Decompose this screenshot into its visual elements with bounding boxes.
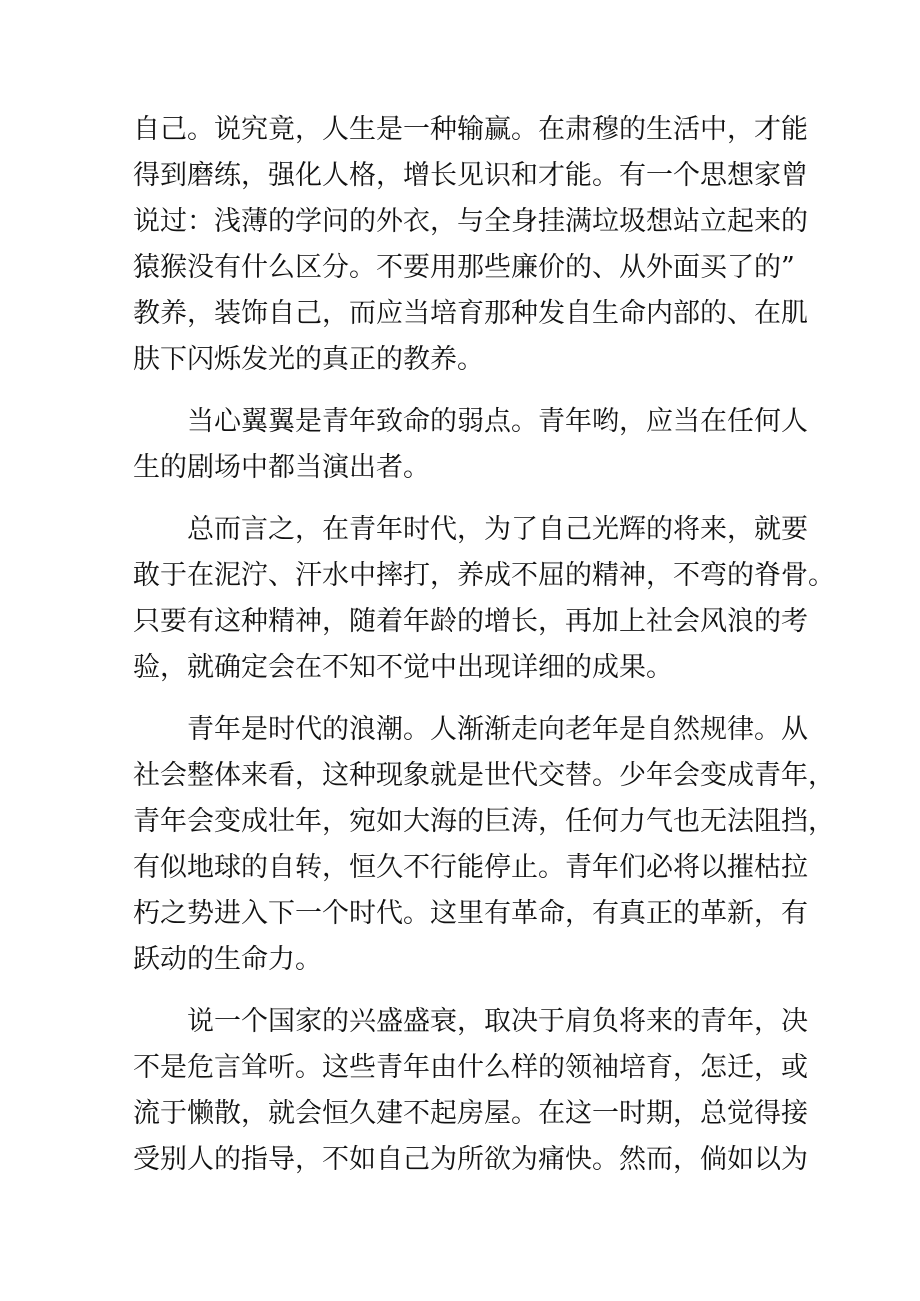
- text-line: 总而言之，在青年时代，为了自己光辉的将来，就要: [187, 514, 808, 545]
- text-line: 青年会变成壮年，宛如大海的巨涛，任何力气也无法阻挡，: [133, 806, 835, 837]
- text-line: 验，就确定会在不知不觉中出现详细的成果。: [133, 652, 673, 683]
- text-line: 教养，装饰自己，而应当培育那种发自生命内部的、在肌: [133, 298, 808, 329]
- text-line: 只要有这种精神，随着年龄的增长，再加上社会风浪的考: [133, 606, 808, 637]
- text-line: 当心翼翼是青年致命的弱点。青年哟，应当在任何人: [187, 406, 808, 437]
- text-line: 说一个国家的兴盛盛衰，取决于肩负将来的青年，决: [187, 1006, 808, 1037]
- text-line: 受别人的指导，不如自己为所欲为痛快。然而，倘如以为: [133, 1144, 808, 1175]
- text-line: 说过：浅薄的学问的外衣，与全身挂满垃圾想站立起来的: [133, 206, 808, 237]
- text-line: 社会整体来看，这种现象就是世代交替。少年会变成青年，: [133, 760, 835, 791]
- text-line: 有似地球的自转，恒久不行能停止。青年们必将以摧枯拉: [133, 852, 808, 883]
- paragraph-5: [133, 999, 808, 1183]
- text-line: 自己。说究竟，人生是一种输赢。在肃穆的生活中，才能: [133, 114, 808, 145]
- paragraph-3: [133, 507, 835, 691]
- text-line: 敢于在泥泞、汗水中摔打，养成不屈的精神，不弯的脊骨。: [133, 560, 835, 591]
- paragraph-4: [133, 707, 835, 983]
- text-line: 生的剧场中都当演出者。: [133, 452, 430, 483]
- text-line: 肤下闪烁发光的真正的教养。: [133, 344, 484, 375]
- text-line: 不是危言耸听。这些青年由什么样的领袖培育，怎迁，或: [133, 1052, 808, 1083]
- text-line: 朽之势进入下一个时代。这里有革命，有真正的革新，有: [133, 898, 808, 929]
- body-text: [133, 107, 835, 1199]
- text-line: 跃动的生命力。: [133, 944, 322, 975]
- text-line: 青年是时代的浪潮。人渐渐走向老年是自然规律。从: [187, 714, 808, 745]
- text-line: 猿猴没有什么区分。不要用那些廉价的、从外面买了的”: [133, 252, 795, 283]
- text-line: 得到磨练，强化人格，增长见识和才能。有一个思想家曾: [133, 160, 808, 191]
- paragraph-1: [133, 107, 808, 383]
- text-line: 流于懒散，就会恒久建不起房屋。在这一时期，总觉得接: [133, 1098, 808, 1129]
- paragraph-2: [133, 399, 808, 491]
